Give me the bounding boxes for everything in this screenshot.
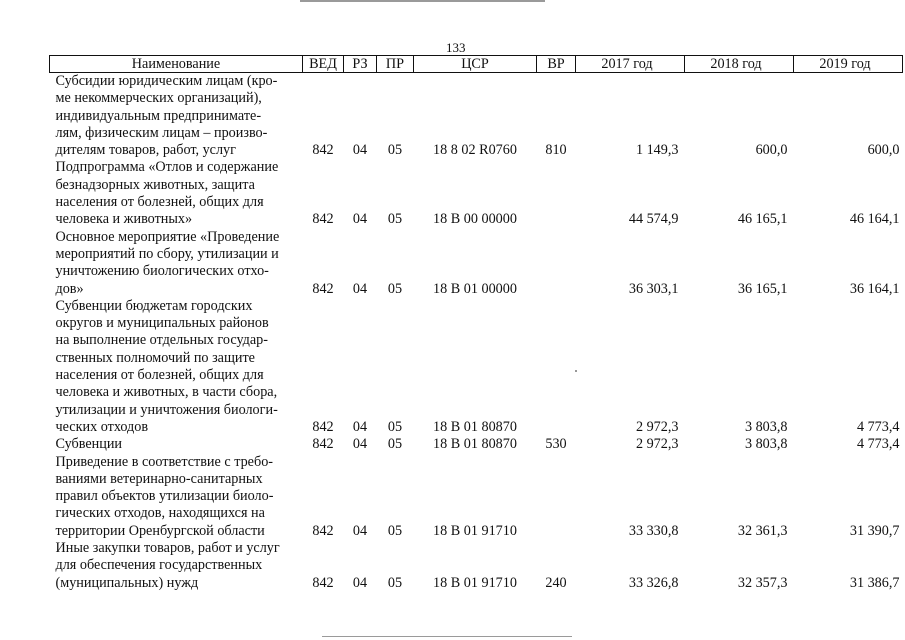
row-name: Приведение в соответствие с требо- ваниями ветеринарно-санитарных правил объектов утилизации биоло- гических отходов, находящихся на территории Оренбургской области <box>55 453 274 539</box>
row-csr: 18 В 01 80870 <box>433 418 517 435</box>
table-row <box>50 454 903 540</box>
header-csr: ЦСР <box>414 56 537 73</box>
header-name: Наименование <box>50 56 303 73</box>
row-rz: 04 <box>352 280 368 297</box>
table-row <box>50 436 903 453</box>
page-number: 133 <box>446 40 466 55</box>
row-2017: 44 574,9 <box>628 211 679 228</box>
row-rz: 04 <box>352 418 368 435</box>
row-2019: 4 773,4 <box>856 436 900 453</box>
header-2017: 2017 год <box>576 56 685 73</box>
row-rz: 04 <box>352 574 368 591</box>
row-csr: 18 В 00 00000 <box>433 211 517 228</box>
scan-edge-top <box>300 0 545 2</box>
table-row <box>50 73 903 160</box>
row-2017: 1 149,3 <box>635 142 679 159</box>
row-ved: 842 <box>312 418 334 435</box>
scan-edge-bottom <box>322 636 572 637</box>
row-name: Субвенции бюджетам городских округов и муниципальных районов на выполнение отдельных государ- ственных полномочий по защите населения от болезней, общих для человека и животных, в части сбора, утилизации и уничтожения биологи- ческих отходов <box>55 297 278 435</box>
row-rz: 04 <box>352 436 368 453</box>
row-rz: 04 <box>352 142 368 159</box>
row-2017: 36 303,1 <box>628 280 679 297</box>
row-vr: 530 <box>545 436 567 453</box>
row-2019: 31 390,7 <box>849 522 900 539</box>
row-name: Подпрограмма «Отлов и содержание безнадзорных животных, защита населения от болезней, общих для человека и животных» <box>55 159 279 228</box>
row-2018: 46 165,1 <box>737 211 788 228</box>
row-ved: 842 <box>312 574 334 591</box>
row-csr: 18 В 01 91710 <box>433 522 517 539</box>
scan-speck <box>575 370 577 372</box>
row-2018: 3 803,8 <box>744 436 788 453</box>
header-pr: ПР <box>377 56 414 73</box>
row-pr: 05 <box>387 522 403 539</box>
row-2018: 36 165,1 <box>737 280 788 297</box>
row-2018: 600,0 <box>755 142 788 159</box>
row-csr: 18 В 01 00000 <box>433 280 517 297</box>
row-vr <box>537 229 576 298</box>
header-2018: 2018 год <box>685 56 794 73</box>
row-pr: 05 <box>387 280 403 297</box>
table-row <box>50 540 903 592</box>
row-name: Основное мероприятие «Проведение мероприятий по сбору, утилизации и уничтожению биологических отхо- дов» <box>55 228 280 297</box>
row-2018: 32 357,3 <box>737 574 788 591</box>
table-row <box>50 229 903 298</box>
row-pr: 05 <box>387 142 403 159</box>
table-row <box>50 298 903 436</box>
row-vr: 240 <box>545 574 567 591</box>
row-pr: 05 <box>387 436 403 453</box>
row-ved: 842 <box>312 522 334 539</box>
row-pr: 05 <box>387 418 403 435</box>
budget-table <box>49 55 903 592</box>
row-name: Иные закупки товаров, работ и услуг для обеспечения государственных (муниципальных) нужд <box>55 540 280 591</box>
row-name: Субвенции <box>55 436 123 453</box>
table-row <box>50 159 903 228</box>
row-rz: 04 <box>352 522 368 539</box>
row-2017: 2 972,3 <box>635 418 679 435</box>
header-2019: 2019 год <box>794 56 903 73</box>
row-2017: 33 326,8 <box>628 574 679 591</box>
row-vr: 810 <box>545 142 567 159</box>
row-2019: 36 164,1 <box>849 280 900 297</box>
row-ved: 842 <box>312 280 334 297</box>
row-csr: 18 В 01 91710 <box>433 574 517 591</box>
row-2018: 32 361,3 <box>737 522 788 539</box>
row-2017: 33 330,8 <box>628 522 679 539</box>
header-rz: РЗ <box>344 56 377 73</box>
header-vr: ВР <box>537 56 576 73</box>
row-csr: 18 В 01 80870 <box>433 436 517 453</box>
row-2019: 600,0 <box>867 142 900 159</box>
row-name: Субсидии юридическим лицам (кро- ме некоммерческих организаций), индивидуальным предпринимате- лям, физическим лицам – произво- дителям товаров, работ, услуг <box>55 73 278 159</box>
row-vr <box>537 159 576 228</box>
row-pr: 05 <box>387 574 403 591</box>
row-2018: 3 803,8 <box>744 418 788 435</box>
row-csr: 18 8 02 R0760 <box>433 142 517 159</box>
row-vr <box>537 454 576 540</box>
row-2017: 2 972,3 <box>635 436 679 453</box>
row-ved: 842 <box>312 211 334 228</box>
row-pr: 05 <box>387 211 403 228</box>
row-ved: 842 <box>312 142 334 159</box>
row-2019: 4 773,4 <box>856 418 900 435</box>
row-2019: 31 386,7 <box>849 574 900 591</box>
table-header-row <box>50 56 903 73</box>
row-2019: 46 164,1 <box>849 211 900 228</box>
row-rz: 04 <box>352 211 368 228</box>
header-ved: ВЕД <box>303 56 344 73</box>
row-ved: 842 <box>312 436 334 453</box>
row-vr <box>537 298 576 436</box>
